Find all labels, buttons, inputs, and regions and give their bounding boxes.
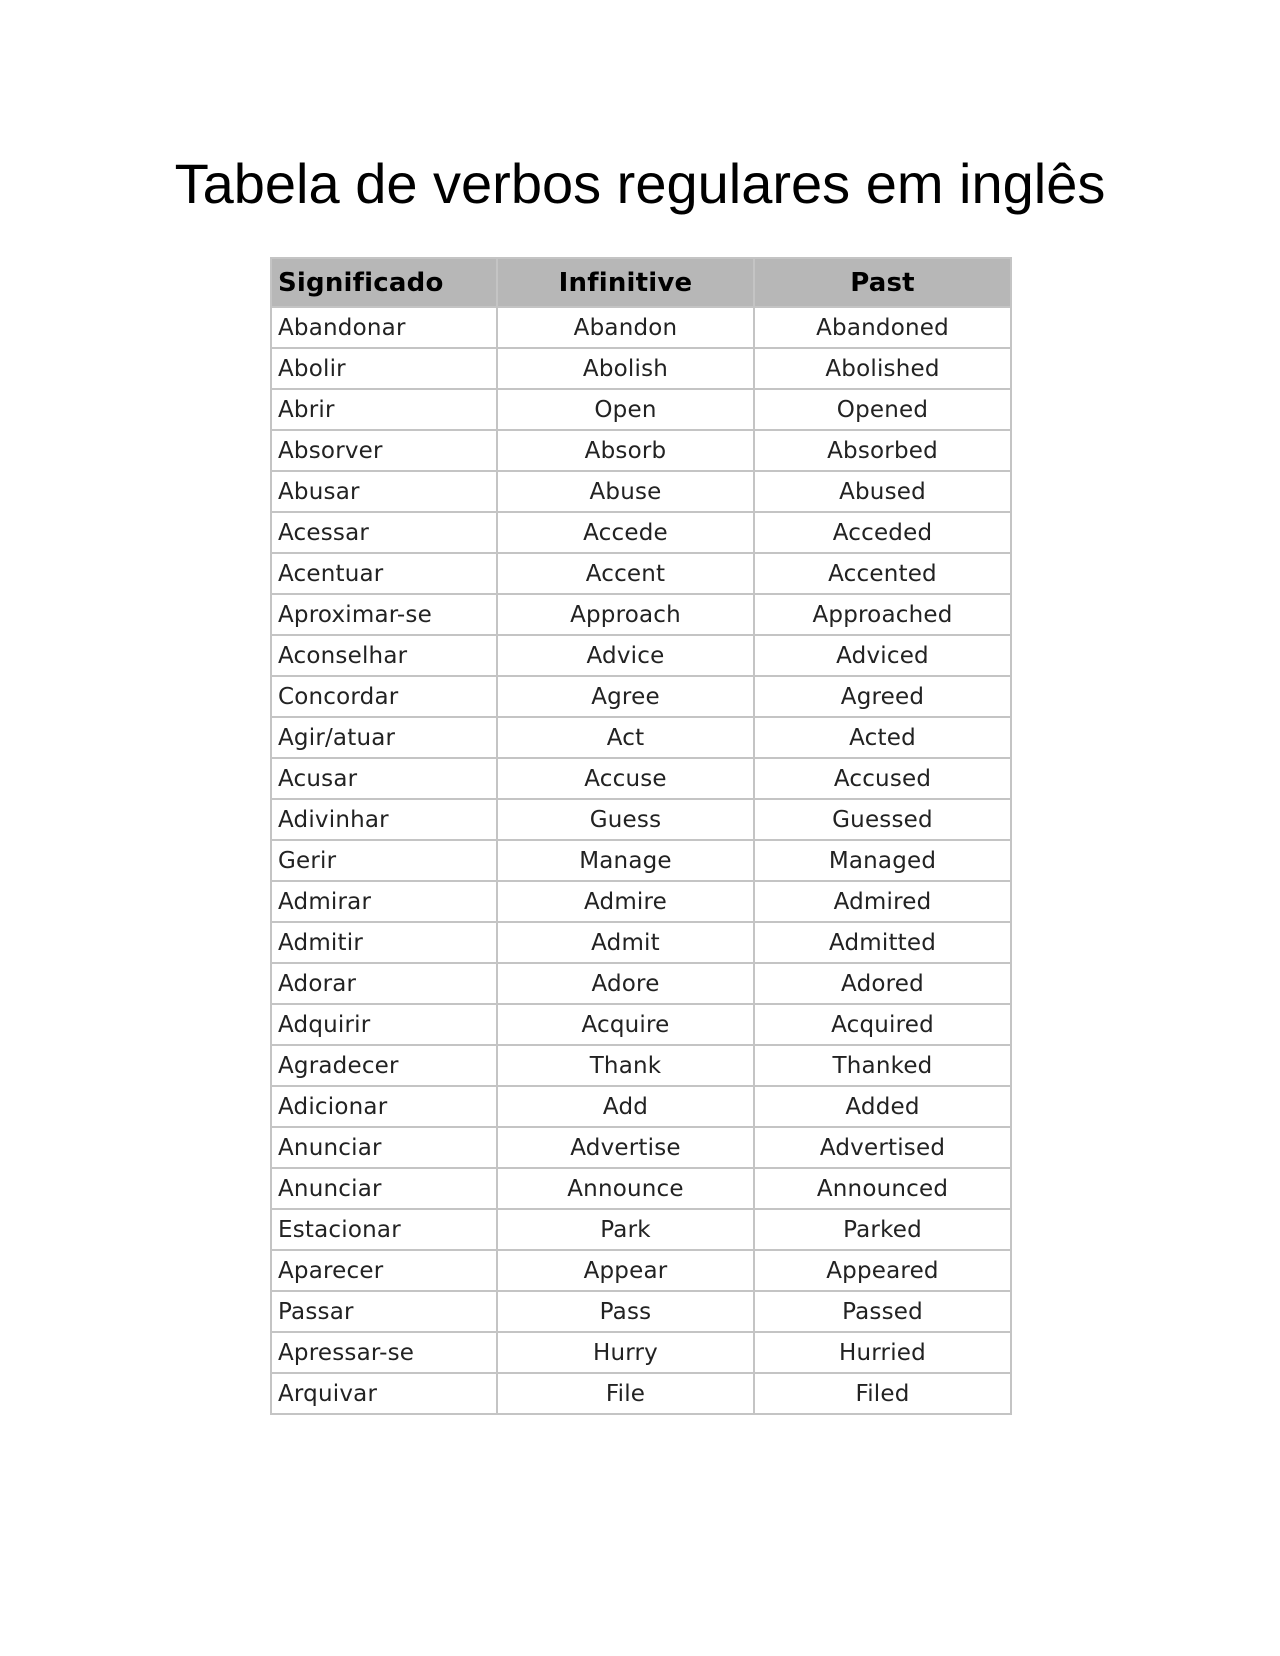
cell-infinitive: Abolish bbox=[497, 348, 754, 389]
cell-infinitive: Accent bbox=[497, 553, 754, 594]
cell-past: Guessed bbox=[754, 799, 1011, 840]
cell-significado: Adorar bbox=[271, 963, 497, 1004]
table-header-row bbox=[271, 258, 1011, 307]
cell-past: Acted bbox=[754, 717, 1011, 758]
table-row bbox=[271, 799, 1011, 840]
table-row bbox=[271, 840, 1011, 881]
cell-infinitive: Pass bbox=[497, 1291, 754, 1332]
cell-past: Absorbed bbox=[754, 430, 1011, 471]
page-title: Tabela de verbos regulares em inglês bbox=[174, 152, 1106, 215]
cell-significado: Passar bbox=[271, 1291, 497, 1332]
table-row bbox=[271, 594, 1011, 635]
cell-significado: Absorver bbox=[271, 430, 497, 471]
cell-past: Passed bbox=[754, 1291, 1011, 1332]
cell-infinitive: Approach bbox=[497, 594, 754, 635]
cell-past: Accented bbox=[754, 553, 1011, 594]
cell-infinitive: Appear bbox=[497, 1250, 754, 1291]
cell-infinitive: Abandon bbox=[497, 307, 754, 348]
cell-infinitive: Admire bbox=[497, 881, 754, 922]
cell-significado: Gerir bbox=[271, 840, 497, 881]
table-row bbox=[271, 963, 1011, 1004]
cell-infinitive: Abuse bbox=[497, 471, 754, 512]
cell-significado: Agradecer bbox=[271, 1045, 497, 1086]
cell-significado: Abusar bbox=[271, 471, 497, 512]
table-row bbox=[271, 1373, 1011, 1414]
cell-infinitive: Advertise bbox=[497, 1127, 754, 1168]
cell-significado: Aconselhar bbox=[271, 635, 497, 676]
cell-infinitive: Guess bbox=[497, 799, 754, 840]
cell-significado: Anunciar bbox=[271, 1127, 497, 1168]
cell-significado: Admirar bbox=[271, 881, 497, 922]
cell-significado: Adivinhar bbox=[271, 799, 497, 840]
cell-significado: Abolir bbox=[271, 348, 497, 389]
cell-significado: Acentuar bbox=[271, 553, 497, 594]
table-row bbox=[271, 1127, 1011, 1168]
cell-past: Added bbox=[754, 1086, 1011, 1127]
table-row bbox=[271, 307, 1011, 348]
cell-significado: Adquirir bbox=[271, 1004, 497, 1045]
table-row bbox=[271, 1250, 1011, 1291]
table-row bbox=[271, 676, 1011, 717]
cell-significado: Estacionar bbox=[271, 1209, 497, 1250]
cell-past: Announced bbox=[754, 1168, 1011, 1209]
cell-past: Acquired bbox=[754, 1004, 1011, 1045]
header-significado: Significado bbox=[271, 258, 497, 307]
table-row bbox=[271, 881, 1011, 922]
table-row bbox=[271, 1291, 1011, 1332]
table-row bbox=[271, 922, 1011, 963]
cell-infinitive: Thank bbox=[497, 1045, 754, 1086]
table-row bbox=[271, 1004, 1011, 1045]
verbs-table bbox=[270, 257, 1012, 1415]
cell-infinitive: Hurry bbox=[497, 1332, 754, 1373]
cell-past: Admitted bbox=[754, 922, 1011, 963]
table-row bbox=[271, 553, 1011, 594]
cell-infinitive: Adore bbox=[497, 963, 754, 1004]
cell-infinitive: Accuse bbox=[497, 758, 754, 799]
cell-infinitive: Park bbox=[497, 1209, 754, 1250]
cell-past: Acceded bbox=[754, 512, 1011, 553]
cell-significado: Abandonar bbox=[271, 307, 497, 348]
cell-infinitive: Open bbox=[497, 389, 754, 430]
table-row bbox=[271, 1086, 1011, 1127]
cell-past: Abandoned bbox=[754, 307, 1011, 348]
table-row bbox=[271, 471, 1011, 512]
table-row bbox=[271, 430, 1011, 471]
cell-significado: Anunciar bbox=[271, 1168, 497, 1209]
cell-past: Approached bbox=[754, 594, 1011, 635]
table-row bbox=[271, 1045, 1011, 1086]
table-row bbox=[271, 758, 1011, 799]
cell-significado: Arquivar bbox=[271, 1373, 497, 1414]
cell-past: Adored bbox=[754, 963, 1011, 1004]
cell-significado: Acessar bbox=[271, 512, 497, 553]
table-row bbox=[271, 512, 1011, 553]
cell-infinitive: Manage bbox=[497, 840, 754, 881]
cell-significado: Apressar-se bbox=[271, 1332, 497, 1373]
cell-past: Thanked bbox=[754, 1045, 1011, 1086]
cell-infinitive: Agree bbox=[497, 676, 754, 717]
cell-significado: Aproximar-se bbox=[271, 594, 497, 635]
cell-infinitive: Act bbox=[497, 717, 754, 758]
cell-past: Filed bbox=[754, 1373, 1011, 1414]
cell-past: Abused bbox=[754, 471, 1011, 512]
cell-significado: Abrir bbox=[271, 389, 497, 430]
cell-significado: Acusar bbox=[271, 758, 497, 799]
header-past: Past bbox=[754, 258, 1011, 307]
cell-past: Admired bbox=[754, 881, 1011, 922]
cell-significado: Agir/atuar bbox=[271, 717, 497, 758]
table-row bbox=[271, 389, 1011, 430]
header-infinitive: Infinitive bbox=[497, 258, 754, 307]
cell-past: Managed bbox=[754, 840, 1011, 881]
table-row bbox=[271, 717, 1011, 758]
cell-past: Appeared bbox=[754, 1250, 1011, 1291]
cell-significado: Concordar bbox=[271, 676, 497, 717]
cell-significado: Adicionar bbox=[271, 1086, 497, 1127]
table-body bbox=[271, 307, 1011, 1414]
cell-past: Opened bbox=[754, 389, 1011, 430]
table-row bbox=[271, 1168, 1011, 1209]
table-row bbox=[271, 1209, 1011, 1250]
cell-past: Parked bbox=[754, 1209, 1011, 1250]
table-row bbox=[271, 635, 1011, 676]
cell-significado: Aparecer bbox=[271, 1250, 497, 1291]
cell-past: Advertised bbox=[754, 1127, 1011, 1168]
cell-infinitive: File bbox=[497, 1373, 754, 1414]
cell-past: Agreed bbox=[754, 676, 1011, 717]
cell-infinitive: Absorb bbox=[497, 430, 754, 471]
cell-infinitive: Announce bbox=[497, 1168, 754, 1209]
table-row bbox=[271, 348, 1011, 389]
cell-infinitive: Add bbox=[497, 1086, 754, 1127]
cell-past: Accused bbox=[754, 758, 1011, 799]
cell-past: Adviced bbox=[754, 635, 1011, 676]
cell-significado: Admitir bbox=[271, 922, 497, 963]
cell-past: Abolished bbox=[754, 348, 1011, 389]
cell-infinitive: Acquire bbox=[497, 1004, 754, 1045]
cell-infinitive: Accede bbox=[497, 512, 754, 553]
cell-infinitive: Advice bbox=[497, 635, 754, 676]
table-row bbox=[271, 1332, 1011, 1373]
cell-infinitive: Admit bbox=[497, 922, 754, 963]
cell-past: Hurried bbox=[754, 1332, 1011, 1373]
